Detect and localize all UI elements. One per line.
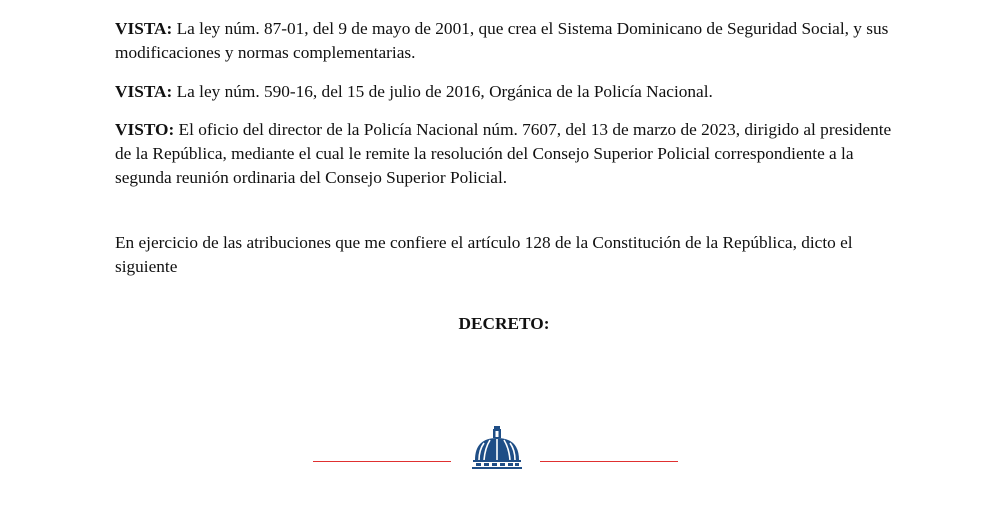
paragraph-text: La ley núm. 87-01, del 9 de mayo de 2001, que crea el Sistema Dominicano de Seguridad Social, y sus modificaciones y normas complementarias. (115, 19, 889, 62)
palace-dome-logo-icon (470, 424, 524, 470)
paragraph-label: VISTA: (115, 82, 173, 101)
vista-ley-590-16 (115, 80, 895, 104)
exercise-paragraph: En ejercicio de las atribuciones que me confiere el artículo 128 de la Constitución de la República, dicto el siguiente (115, 233, 853, 276)
divider-left (313, 461, 451, 462)
vista-ley-87-01 (115, 17, 895, 65)
paragraph-label: VISTA: (115, 19, 173, 38)
paragraph-text: La ley núm. 590-16, del 15 de julio de 2016, Orgánica de la Policía Nacional. (172, 82, 713, 101)
paragraph-text: El oficio del director de la Policía Nacional núm. 7607, del 13 de marzo de 2023, dirigido al presidente de la República, mediante el cual le remite la resolución del Consejo Superior Policial correspondiente a la segunda reunión ordinaria del Consejo Superior Policial. (115, 120, 892, 187)
decree-heading: DECRETO: (458, 314, 550, 333)
paragraph-label: VISTO: (115, 120, 175, 139)
visto-oficio (115, 118, 895, 190)
divider-right (540, 461, 678, 462)
